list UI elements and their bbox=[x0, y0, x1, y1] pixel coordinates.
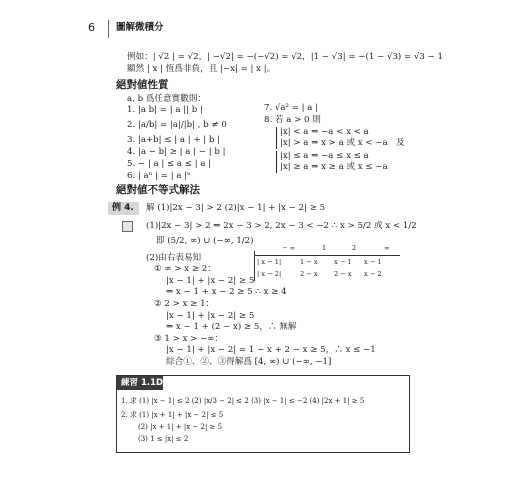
table-cell: 1 − x bbox=[300, 258, 318, 266]
rule-lt: |x| < a ⇔ −a < x < a bbox=[280, 127, 369, 137]
practice-line-2: 2. 求 (1) |x + 1| + |x − 2| ≤ 5 bbox=[121, 411, 224, 419]
practice-tab-label: 練習 1.1D bbox=[121, 378, 164, 388]
part1-line1: (1)|2x − 3| > 2 ⇒ 2x − 3 > 2, 2x − 3 < −2 ∴ x > 5/2 或 x < 1/2 bbox=[146, 221, 417, 231]
property-item-3: 3. |a+b| ≤ | a | + | b | bbox=[127, 135, 221, 145]
rule-connector: 及 bbox=[396, 138, 405, 148]
solution-icon bbox=[122, 221, 133, 232]
case2-line-1: |x − 1| + |x − 2| ≥ 5 bbox=[166, 311, 255, 321]
intro-note-line: 顯然 | x | 恆爲非負，且 |−x| = | x |。 bbox=[127, 64, 276, 74]
section-title-inequality: 絕對値不等式解法 bbox=[116, 184, 200, 196]
section-title-properties: 絕對値性質 bbox=[116, 79, 169, 91]
practice-line-4: (3) 1 ≤ |x| ≤ 2 bbox=[138, 435, 189, 443]
brace-group-1 bbox=[276, 127, 277, 149]
table-cell: x − 2 bbox=[364, 270, 382, 278]
rule-ge: |x| ≥ a ⇔ x ≥ a 或 x ≤ −a bbox=[280, 162, 388, 172]
property-item-6: 6. | aⁿ | = | a |ⁿ bbox=[127, 171, 191, 181]
table-cell: 2 − x bbox=[300, 270, 318, 278]
rule-gt: |x| > a ⇔ x > a 或 x < −a bbox=[280, 138, 388, 148]
table-row-label: | x − 1| bbox=[257, 258, 282, 266]
brace-group-2 bbox=[276, 151, 277, 173]
part1-line2: 即 (5/2, ∞) ∪ (−∞, 1/2) bbox=[156, 236, 254, 246]
table-header-1: 1 bbox=[322, 244, 327, 252]
case2-title: ② 2 > x ≥ 1： bbox=[154, 299, 215, 309]
property-item-7: 7. √a² = | a | bbox=[264, 103, 319, 113]
property-item-8: 8. 若 a > 0 則 bbox=[264, 115, 321, 125]
property-item-2: 2. |a/b| = |a|/|b| , b ≠ 0 bbox=[127, 120, 227, 130]
practice-line-3: (2) |x + 1| + |x − 2| ≥ 5 bbox=[138, 423, 223, 431]
example-conclusion: 綜合①、②、③得解爲 [4, ∞) ∪ (−∞, −1] bbox=[166, 357, 332, 367]
table-cell: x − 1 bbox=[334, 258, 352, 266]
case1-line-1: |x − 1| + |x − 2| ≥ 5 bbox=[166, 276, 255, 286]
example-problem: 解 (1)|2x − 3| > 2 (2)|x − 1| + |x − 2| ≥ 5 bbox=[146, 203, 326, 213]
property-item-4: 4. |a − b| ≥ | a | − | b | bbox=[127, 147, 226, 157]
rule-le: |x| ≤ a ⇔ −a ≤ x ≤ a bbox=[280, 151, 369, 161]
intro-example-line: 例如：| √2 | = √2，| −√2| = −(−√2) = √2，|1 − √3| = −(1 − √3) = √3 − 1 bbox=[127, 52, 444, 62]
page-number: 6 bbox=[88, 21, 95, 34]
table-header-2: 2 bbox=[352, 244, 357, 252]
part2-intro: (2)由右表易知 bbox=[146, 253, 202, 263]
case2-line-2: ⇒ x − 1 + (2 − x) ≥ 5，∴ 無解 bbox=[166, 322, 297, 332]
case1-title: ① ∞ > x ≥ 2： bbox=[154, 264, 216, 274]
case3-line-1: |x − 1| + |x − 2| = 1 − x + 2 − x ≥ 5，∴ x ≤ −1 bbox=[166, 345, 376, 355]
practice-line-1: 1. 求 (1) |x − 1| ≤ 2 (2) |x/3 − 2| ≤ 2 (3) |x − 1| ≤ −2 (4) |2x + 1| ≥ 5 bbox=[121, 397, 365, 405]
properties-lead: a, b 爲任意實數則： bbox=[127, 94, 206, 104]
table-header-neg-inf: − ∞ bbox=[282, 244, 296, 252]
table-horizontal-rule bbox=[254, 255, 400, 256]
table-header-inf: ∞ bbox=[384, 244, 390, 252]
header-divider bbox=[108, 20, 109, 38]
case3-title: ③ 1 > x > −∞： bbox=[154, 334, 224, 344]
table-cell: 2 − x bbox=[334, 270, 352, 278]
property-item-1: 1. |a b| = | a || b | bbox=[127, 105, 203, 115]
example-label: 例 4. bbox=[112, 203, 134, 213]
table-cell: x − 1 bbox=[364, 258, 382, 266]
case1-line-2: ⇒ x − 1 + x − 2 ≥ 5 ∴ x ≥ 4 bbox=[166, 287, 287, 297]
property-item-5: 5. − | a | ≤ a ≤ | a | bbox=[127, 159, 212, 169]
table-row-label: | x − 2| bbox=[257, 270, 282, 278]
running-title: 圖解微積分 bbox=[116, 22, 164, 33]
